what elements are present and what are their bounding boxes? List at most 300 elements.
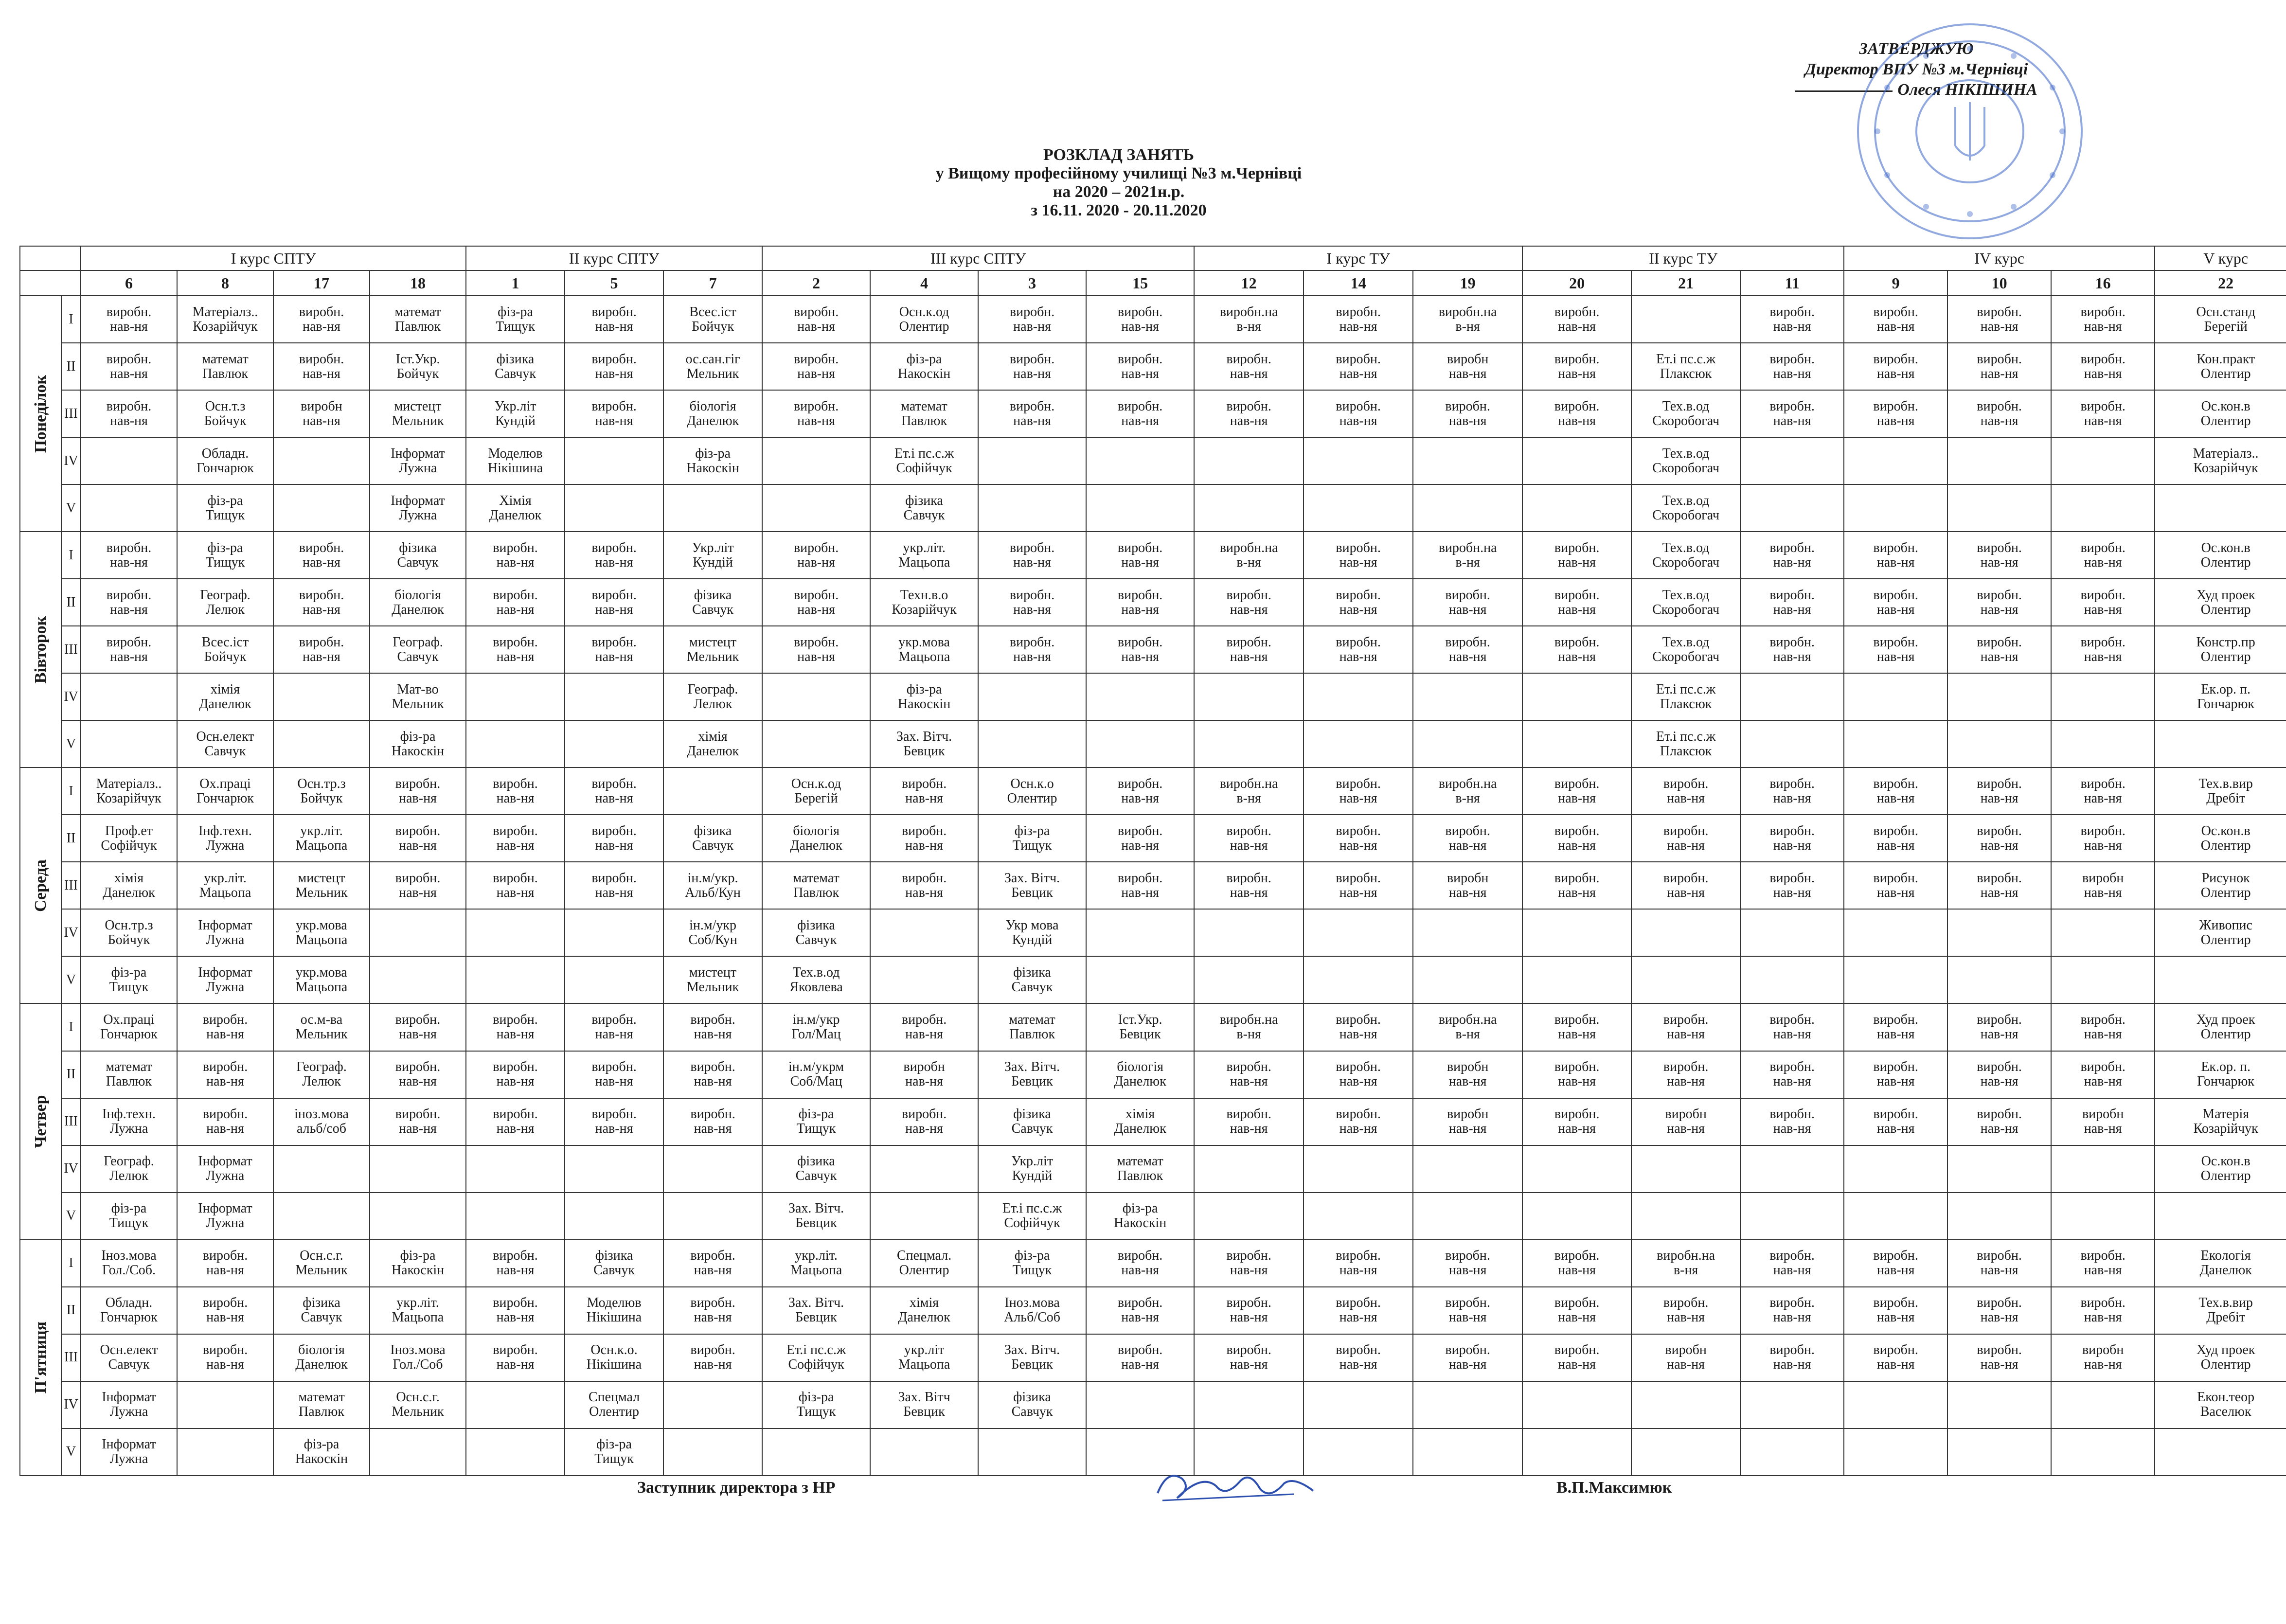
subject-name: Географ. xyxy=(296,1059,347,1075)
teacher-name: нав-ня xyxy=(1773,838,1811,853)
teacher-name: Лужна xyxy=(206,932,245,947)
subject-name: Іноз.мова xyxy=(1004,1295,1060,1311)
schedule-cell xyxy=(2051,1193,2155,1240)
teacher-name: Данелюк xyxy=(103,885,155,900)
schedule-cell xyxy=(978,437,1086,484)
schedule-cell xyxy=(177,1334,273,1381)
schedule-cell xyxy=(1844,296,1947,343)
schedule-cell xyxy=(1740,1098,1844,1145)
schedule-cell xyxy=(978,767,1086,815)
schedule-cell xyxy=(1844,1051,1947,1098)
teacher-name: нав-ня xyxy=(595,649,633,664)
subject-name: виробн. xyxy=(1117,587,1163,603)
teacher-name: Плаксюк xyxy=(1660,696,1712,712)
subject-name: виробн. xyxy=(1769,1295,1815,1311)
group-number: 7 xyxy=(663,270,762,296)
subject-name: Осн.тр.з xyxy=(105,917,153,933)
subject-name: виробн. xyxy=(591,1012,637,1027)
schedule-cell xyxy=(2051,1003,2155,1051)
teacher-name: Бойчук xyxy=(396,366,439,381)
schedule-cell xyxy=(81,579,177,626)
day-label xyxy=(20,767,61,1003)
subject-name: Ос.кон.в xyxy=(2201,1154,2250,1169)
teacher-name: Гончарюк xyxy=(196,460,254,476)
schedule-cell xyxy=(1413,484,1522,532)
schedule-cell xyxy=(1631,1003,1740,1051)
schedule-cell xyxy=(1844,956,1947,1003)
schedule-cell xyxy=(1740,1428,1844,1476)
teacher-name: Накоскін xyxy=(1113,1215,1167,1231)
subject-name: виробн. xyxy=(2080,1295,2125,1311)
teacher-name: нав-ня xyxy=(1558,1026,1596,1042)
teacher-name: Мельник xyxy=(295,885,348,900)
teacher-name: Тищук xyxy=(796,1404,836,1420)
subject-name: виробн. xyxy=(2080,540,2125,555)
subject-name: Ет.і пс.с.ж xyxy=(1656,729,1716,744)
schedule-cell xyxy=(2051,626,2155,673)
teacher-name: нав-ня xyxy=(496,885,535,900)
schedule-cell xyxy=(762,579,870,626)
subject-name: фіз-ра xyxy=(304,1437,339,1452)
course-header: І курс ТУ xyxy=(1194,246,1522,270)
teacher-name: нав-ня xyxy=(496,649,535,664)
teacher-name: нав-ня xyxy=(1876,554,1915,570)
schedule-cell xyxy=(978,909,1086,956)
schedule-cell xyxy=(1413,1003,1522,1051)
subject-name: Хімія xyxy=(499,493,532,508)
schedule-cell xyxy=(1631,1381,1740,1428)
subject-name: виробн. xyxy=(493,1295,538,1311)
teacher-name: Гол./Соб. xyxy=(102,1263,156,1278)
lesson-number: III xyxy=(61,1334,81,1381)
subject-name: Матеріалз.. xyxy=(192,304,258,320)
subject-name: Зах. Вітч. xyxy=(896,729,952,744)
schedule-cell xyxy=(1947,343,2051,390)
teacher-name: нав-ня xyxy=(905,1074,943,1089)
teacher-name: Гончарюк xyxy=(100,1310,158,1325)
teacher-name: нав-ня xyxy=(1339,1121,1377,1137)
subject-name: виробн.на xyxy=(1438,1012,1497,1027)
schedule-cell xyxy=(466,815,565,862)
schedule-cell xyxy=(1947,579,2051,626)
schedule-cell xyxy=(1631,1051,1740,1098)
teacher-name: нав-ня xyxy=(1876,1026,1915,1042)
schedule-cell xyxy=(1947,437,2051,484)
schedule-cell xyxy=(565,343,663,390)
teacher-name: нав-ня xyxy=(797,554,835,570)
teacher-name: нав-ня xyxy=(2084,554,2122,570)
teacher-name: Олентир xyxy=(2200,838,2251,853)
schedule-cell xyxy=(1522,579,1631,626)
subject-name: виробн. xyxy=(591,776,637,791)
schedule-cell xyxy=(466,1287,565,1334)
schedule-cell xyxy=(81,532,177,579)
teacher-name: нав-ня xyxy=(2084,319,2122,334)
teacher-name: Савчук xyxy=(692,838,734,853)
teacher-name: нав-ня xyxy=(496,1357,535,1373)
schedule-cell xyxy=(273,956,370,1003)
schedule-cell xyxy=(81,956,177,1003)
subject-name: виробн. xyxy=(1009,304,1055,320)
day-label xyxy=(20,1003,61,1239)
teacher-name: нав-ня xyxy=(595,366,633,381)
teacher-name: нав-ня xyxy=(1667,790,1705,806)
schedule-cell xyxy=(1947,1287,2051,1334)
schedule-cell xyxy=(1740,296,1844,343)
teacher-name: Соб/Мац xyxy=(790,1074,842,1089)
schedule-cell xyxy=(663,862,762,909)
teacher-name: нав-ня xyxy=(1448,1074,1487,1089)
subject-name: виробн. xyxy=(591,540,637,555)
subject-name: виробн. xyxy=(1336,1248,1381,1264)
subject-name: виробн. xyxy=(793,540,839,555)
subject-name: виробн. xyxy=(1663,1295,1709,1311)
subject-name: Інф.техн. xyxy=(102,1106,156,1122)
schedule-cell xyxy=(370,296,466,343)
lesson-row xyxy=(20,532,2286,579)
subject-name: виробн. xyxy=(1336,776,1381,791)
subject-name: хімія xyxy=(910,1295,939,1311)
schedule-cell xyxy=(1631,390,1740,437)
lesson-row xyxy=(20,862,2286,909)
schedule-cell xyxy=(663,1145,762,1193)
schedule-cell xyxy=(466,626,565,673)
schedule-cell xyxy=(663,626,762,673)
subject-name: фіз-ра xyxy=(798,1390,834,1405)
schedule-cell xyxy=(177,579,273,626)
schedule-cell xyxy=(1947,1193,2051,1240)
subject-name: виробн. xyxy=(299,304,344,320)
schedule-cell xyxy=(1844,1287,1947,1334)
subject-name: виробн. xyxy=(1226,1342,1271,1358)
subject-name: Інф.техн. xyxy=(198,823,252,839)
subject-name: Мат-во xyxy=(397,681,439,697)
schedule-cell xyxy=(273,720,370,767)
signature-line xyxy=(1795,90,1893,92)
subject-name: виробн. xyxy=(1977,1012,2022,1027)
subject-name: фізика xyxy=(1013,964,1051,980)
subject-name: виробн. xyxy=(1336,1059,1381,1075)
subject-name: фізика xyxy=(1013,1390,1051,1405)
schedule-cell xyxy=(273,1145,370,1193)
teacher-name: в-ня xyxy=(1455,1026,1480,1042)
teacher-name: нав-ня xyxy=(1339,602,1377,617)
schedule-cell xyxy=(370,390,466,437)
subject-name: виробн. xyxy=(793,351,839,367)
group-number: 10 xyxy=(1947,270,2051,296)
subject-name: біологія xyxy=(298,1342,345,1358)
teacher-name: нав-ня xyxy=(206,1121,244,1137)
teacher-name: Савчук xyxy=(795,932,837,947)
teacher-name: нав-ня xyxy=(1876,1357,1915,1373)
subject-name: виробн xyxy=(301,398,342,414)
schedule-cell xyxy=(370,1145,466,1193)
teacher-name: Козарійчук xyxy=(2193,1121,2258,1137)
subject-name: фізика xyxy=(905,493,943,508)
subject-name: Географ. xyxy=(687,681,738,697)
subject-name: виробн. xyxy=(1554,1248,1600,1264)
subject-name: Ек.ор. п. xyxy=(2201,1059,2251,1075)
subject-name: виробн. xyxy=(1336,870,1381,886)
subject-name: фіз-ра xyxy=(596,1437,632,1452)
subject-name: виробн. xyxy=(1445,587,1490,603)
teacher-name: нав-ня xyxy=(1980,1074,2018,1089)
teacher-name: нав-ня xyxy=(595,413,633,428)
schedule-cell xyxy=(2051,862,2155,909)
lesson-row xyxy=(20,626,2286,673)
group-number: 6 xyxy=(81,270,177,296)
teacher-name: нав-ня xyxy=(905,1121,943,1137)
schedule-cell xyxy=(273,484,370,532)
schedule-cell xyxy=(466,862,565,909)
subject-name: виробн. xyxy=(1336,1012,1381,1027)
schedule-cell xyxy=(1304,1145,1413,1193)
teacher-name: нав-ня xyxy=(1876,838,1915,853)
subject-name: виробн. xyxy=(1873,823,1918,839)
subject-name: виробн. xyxy=(901,1012,947,1027)
subject-name: виробн.на xyxy=(1438,776,1497,791)
teacher-name: альб/соб xyxy=(296,1121,347,1137)
teacher-name: нав-ня xyxy=(1667,1121,1705,1137)
schedule-cell xyxy=(2051,437,2155,484)
teacher-name: нав-ня xyxy=(1980,838,2018,853)
schedule-cell xyxy=(1086,1098,1194,1145)
schedule-cell xyxy=(1631,1193,1740,1240)
teacher-name: в-ня xyxy=(1236,1026,1261,1042)
teacher-name: нав-ня xyxy=(2084,649,2122,664)
subject-name: виробн. xyxy=(299,587,344,603)
schedule-cell xyxy=(1844,484,1947,532)
schedule-cell xyxy=(273,626,370,673)
teacher-name: Савчук xyxy=(1011,1121,1053,1137)
schedule-cell xyxy=(978,579,1086,626)
teacher-name: нав-ня xyxy=(496,554,535,570)
subject-name: виробн. xyxy=(1977,1248,2022,1264)
subject-name: виробн. xyxy=(1336,398,1381,414)
subject-name: виробн. xyxy=(1445,1342,1490,1358)
schedule-cell xyxy=(1413,956,1522,1003)
subject-name: математ xyxy=(901,398,947,414)
subject-name: виробн.на xyxy=(1219,776,1278,791)
schedule-cell xyxy=(1522,1334,1631,1381)
teacher-name: нав-ня xyxy=(206,1310,244,1325)
subject-name: Спецмал. xyxy=(896,1248,952,1264)
schedule-cell xyxy=(1413,720,1522,767)
schedule-cell xyxy=(370,1287,466,1334)
teacher-name: нав-ня xyxy=(1980,602,2018,617)
teacher-name: нав-ня xyxy=(595,885,633,900)
schedule-cell xyxy=(370,1098,466,1145)
subject-name: виробн.на xyxy=(1219,540,1278,555)
schedule-cell xyxy=(1631,1240,1740,1287)
subject-name: виробн. xyxy=(1977,540,2022,555)
schedule-cell xyxy=(1304,296,1413,343)
teacher-name: Данелюк xyxy=(898,1310,950,1325)
schedule-cell xyxy=(1947,956,2051,1003)
day-name: П'ятниця xyxy=(31,1321,50,1394)
subject-name: виробн. xyxy=(2080,587,2125,603)
lesson-number: V xyxy=(61,720,81,767)
schedule-cell xyxy=(870,532,978,579)
schedule-cell xyxy=(870,1334,978,1381)
schedule-cell xyxy=(565,1334,663,1381)
schedule-cell xyxy=(762,1334,870,1381)
group-number: 15 xyxy=(1086,270,1194,296)
teacher-name: нав-ня xyxy=(2084,1263,2122,1278)
schedule-cell xyxy=(1194,720,1304,767)
teacher-name: Данелюк xyxy=(790,838,842,853)
teacher-name: нав-ня xyxy=(399,885,437,900)
subject-name: виробн. xyxy=(1117,823,1163,839)
teacher-name: нав-ня xyxy=(399,838,437,853)
teacher-name: нав-ня xyxy=(1230,885,1268,900)
teacher-name: нав-ня xyxy=(303,649,340,664)
subject-name: виробн. xyxy=(1554,870,1600,886)
subject-name: хімія xyxy=(1125,1106,1155,1122)
subject-name: Ет.і пс.с.ж xyxy=(894,446,954,461)
schedule-cell xyxy=(1947,626,2051,673)
teacher-name: нав-ня xyxy=(1773,1357,1811,1373)
subject-name: виробн. xyxy=(2080,1248,2125,1264)
subject-name: Осн.елект xyxy=(196,729,254,744)
schedule-cell xyxy=(2155,296,2286,343)
teacher-name: Лужна xyxy=(398,460,437,476)
schedule-cell xyxy=(1194,1240,1304,1287)
subject-name: Тех.в.од xyxy=(1662,540,1710,555)
schedule-cell xyxy=(565,1003,663,1051)
schedule-cell xyxy=(565,767,663,815)
subject-name: виробн. xyxy=(1769,540,1815,555)
teacher-name: нав-ня xyxy=(1230,1310,1268,1325)
subject-name: Осн.с.г. xyxy=(396,1390,440,1405)
lesson-number: IV xyxy=(61,673,81,720)
subject-name: виробн. xyxy=(793,398,839,414)
schedule-cell xyxy=(1522,343,1631,390)
teacher-name: Олентир xyxy=(2200,366,2251,381)
schedule-cell xyxy=(870,296,978,343)
schedule-cell xyxy=(870,720,978,767)
lesson-number: III xyxy=(61,862,81,909)
schedule-cell xyxy=(870,626,978,673)
teacher-name: нав-ня xyxy=(1339,1357,1377,1373)
teacher-name: нав-ня xyxy=(496,1026,535,1042)
lesson-row xyxy=(20,390,2286,437)
teacher-name: нав-ня xyxy=(1230,838,1268,853)
schedule-cell xyxy=(1413,673,1522,720)
schedule-cell xyxy=(1086,956,1194,1003)
schedule-cell xyxy=(1947,673,2051,720)
subject-name: виробн. xyxy=(1117,304,1163,320)
schedule-cell xyxy=(2051,720,2155,767)
schedule-cell xyxy=(663,1381,762,1428)
teacher-name: нав-ня xyxy=(2084,366,2122,381)
schedule-cell xyxy=(1304,767,1413,815)
lesson-row xyxy=(20,1240,2286,1287)
teacher-name: Гончарюк xyxy=(2197,1074,2255,1089)
schedule-cell xyxy=(2051,1381,2155,1428)
teacher-name: нав-ня xyxy=(303,319,340,334)
schedule-cell xyxy=(1304,343,1413,390)
schedule-cell xyxy=(2051,1287,2155,1334)
subject-name: Інформат xyxy=(198,1154,252,1169)
schedule-cell xyxy=(2155,532,2286,579)
schedule-cell xyxy=(663,1193,762,1240)
schedule-cell xyxy=(2051,390,2155,437)
subject-name: виробн. xyxy=(1873,304,1918,320)
teacher-name: нав-ня xyxy=(1980,366,2018,381)
teacher-name: Скоробогач xyxy=(1652,460,1720,476)
teacher-name: Скоробогач xyxy=(1652,649,1720,664)
schedule-cell xyxy=(2051,343,2155,390)
subject-name: Інформат xyxy=(102,1390,156,1405)
subject-name: Тех.в.вир xyxy=(2198,776,2253,791)
schedule-cell xyxy=(177,532,273,579)
schedule-cell xyxy=(81,1381,177,1428)
subject-name: Осн.с.г. xyxy=(300,1248,343,1264)
teacher-name: нав-ня xyxy=(1773,1263,1811,1278)
subject-name: виробн. xyxy=(1336,304,1381,320)
subject-name: виробн. xyxy=(1977,823,2022,839)
teacher-name: нав-ня xyxy=(2084,1357,2122,1373)
schedule-cell xyxy=(1522,1051,1631,1098)
teacher-name: Бевцик xyxy=(1011,885,1053,900)
subject-name: виробн. xyxy=(2080,351,2125,367)
subject-name: виробн. xyxy=(1336,587,1381,603)
subject-name: Ос.кон.в xyxy=(2201,540,2250,555)
schedule-cell xyxy=(1086,862,1194,909)
schedule-cell xyxy=(1740,956,1844,1003)
teacher-name: нав-ня xyxy=(2084,1121,2122,1137)
subject-name: виробн.на xyxy=(1219,1012,1278,1027)
subject-name: виробн. xyxy=(1226,398,1271,414)
teacher-name: нав-ня xyxy=(1876,1074,1915,1089)
teacher-name: нав-ня xyxy=(1448,1263,1487,1278)
teacher-name: нав-ня xyxy=(399,1074,437,1089)
schedule-cell xyxy=(1844,1193,1947,1240)
schedule-cell xyxy=(1844,720,1947,767)
schedule-cell xyxy=(2051,296,2155,343)
schedule-cell xyxy=(1522,390,1631,437)
schedule-cell xyxy=(978,1051,1086,1098)
schedule-cell xyxy=(177,720,273,767)
subject-name: виробн. xyxy=(395,1106,441,1122)
teacher-name: нав-ня xyxy=(1121,319,1160,334)
schedule-cell xyxy=(663,579,762,626)
schedule-cell xyxy=(1947,862,2051,909)
teacher-name: нав-ня xyxy=(1876,413,1915,428)
subject-name: виробн. xyxy=(1445,634,1490,650)
subject-name: виробн. xyxy=(1117,776,1163,791)
schedule-cell xyxy=(1740,1193,1844,1240)
teacher-name: Савчук xyxy=(204,743,246,759)
subject-name: виробн. xyxy=(202,1248,248,1264)
teacher-name: нав-ня xyxy=(1980,319,2018,334)
teacher-name: нав-ня xyxy=(1876,790,1915,806)
lesson-number: I xyxy=(61,532,81,579)
lesson-row xyxy=(20,767,2286,815)
teacher-name: Мацьопа xyxy=(295,932,348,947)
schedule-cell xyxy=(1413,1381,1522,1428)
teacher-name: нав-ня xyxy=(1876,1263,1915,1278)
subject-name: виробн. xyxy=(1554,1012,1600,1027)
schedule-cell xyxy=(177,1240,273,1287)
teacher-name: нав-ня xyxy=(1448,838,1487,853)
schedule-cell xyxy=(978,1240,1086,1287)
teacher-name: Накоскін xyxy=(391,1263,445,1278)
subject-name: виробн. xyxy=(1445,1295,1490,1311)
subject-name: Ос.кон.в xyxy=(2201,398,2250,414)
schedule-cell xyxy=(663,390,762,437)
